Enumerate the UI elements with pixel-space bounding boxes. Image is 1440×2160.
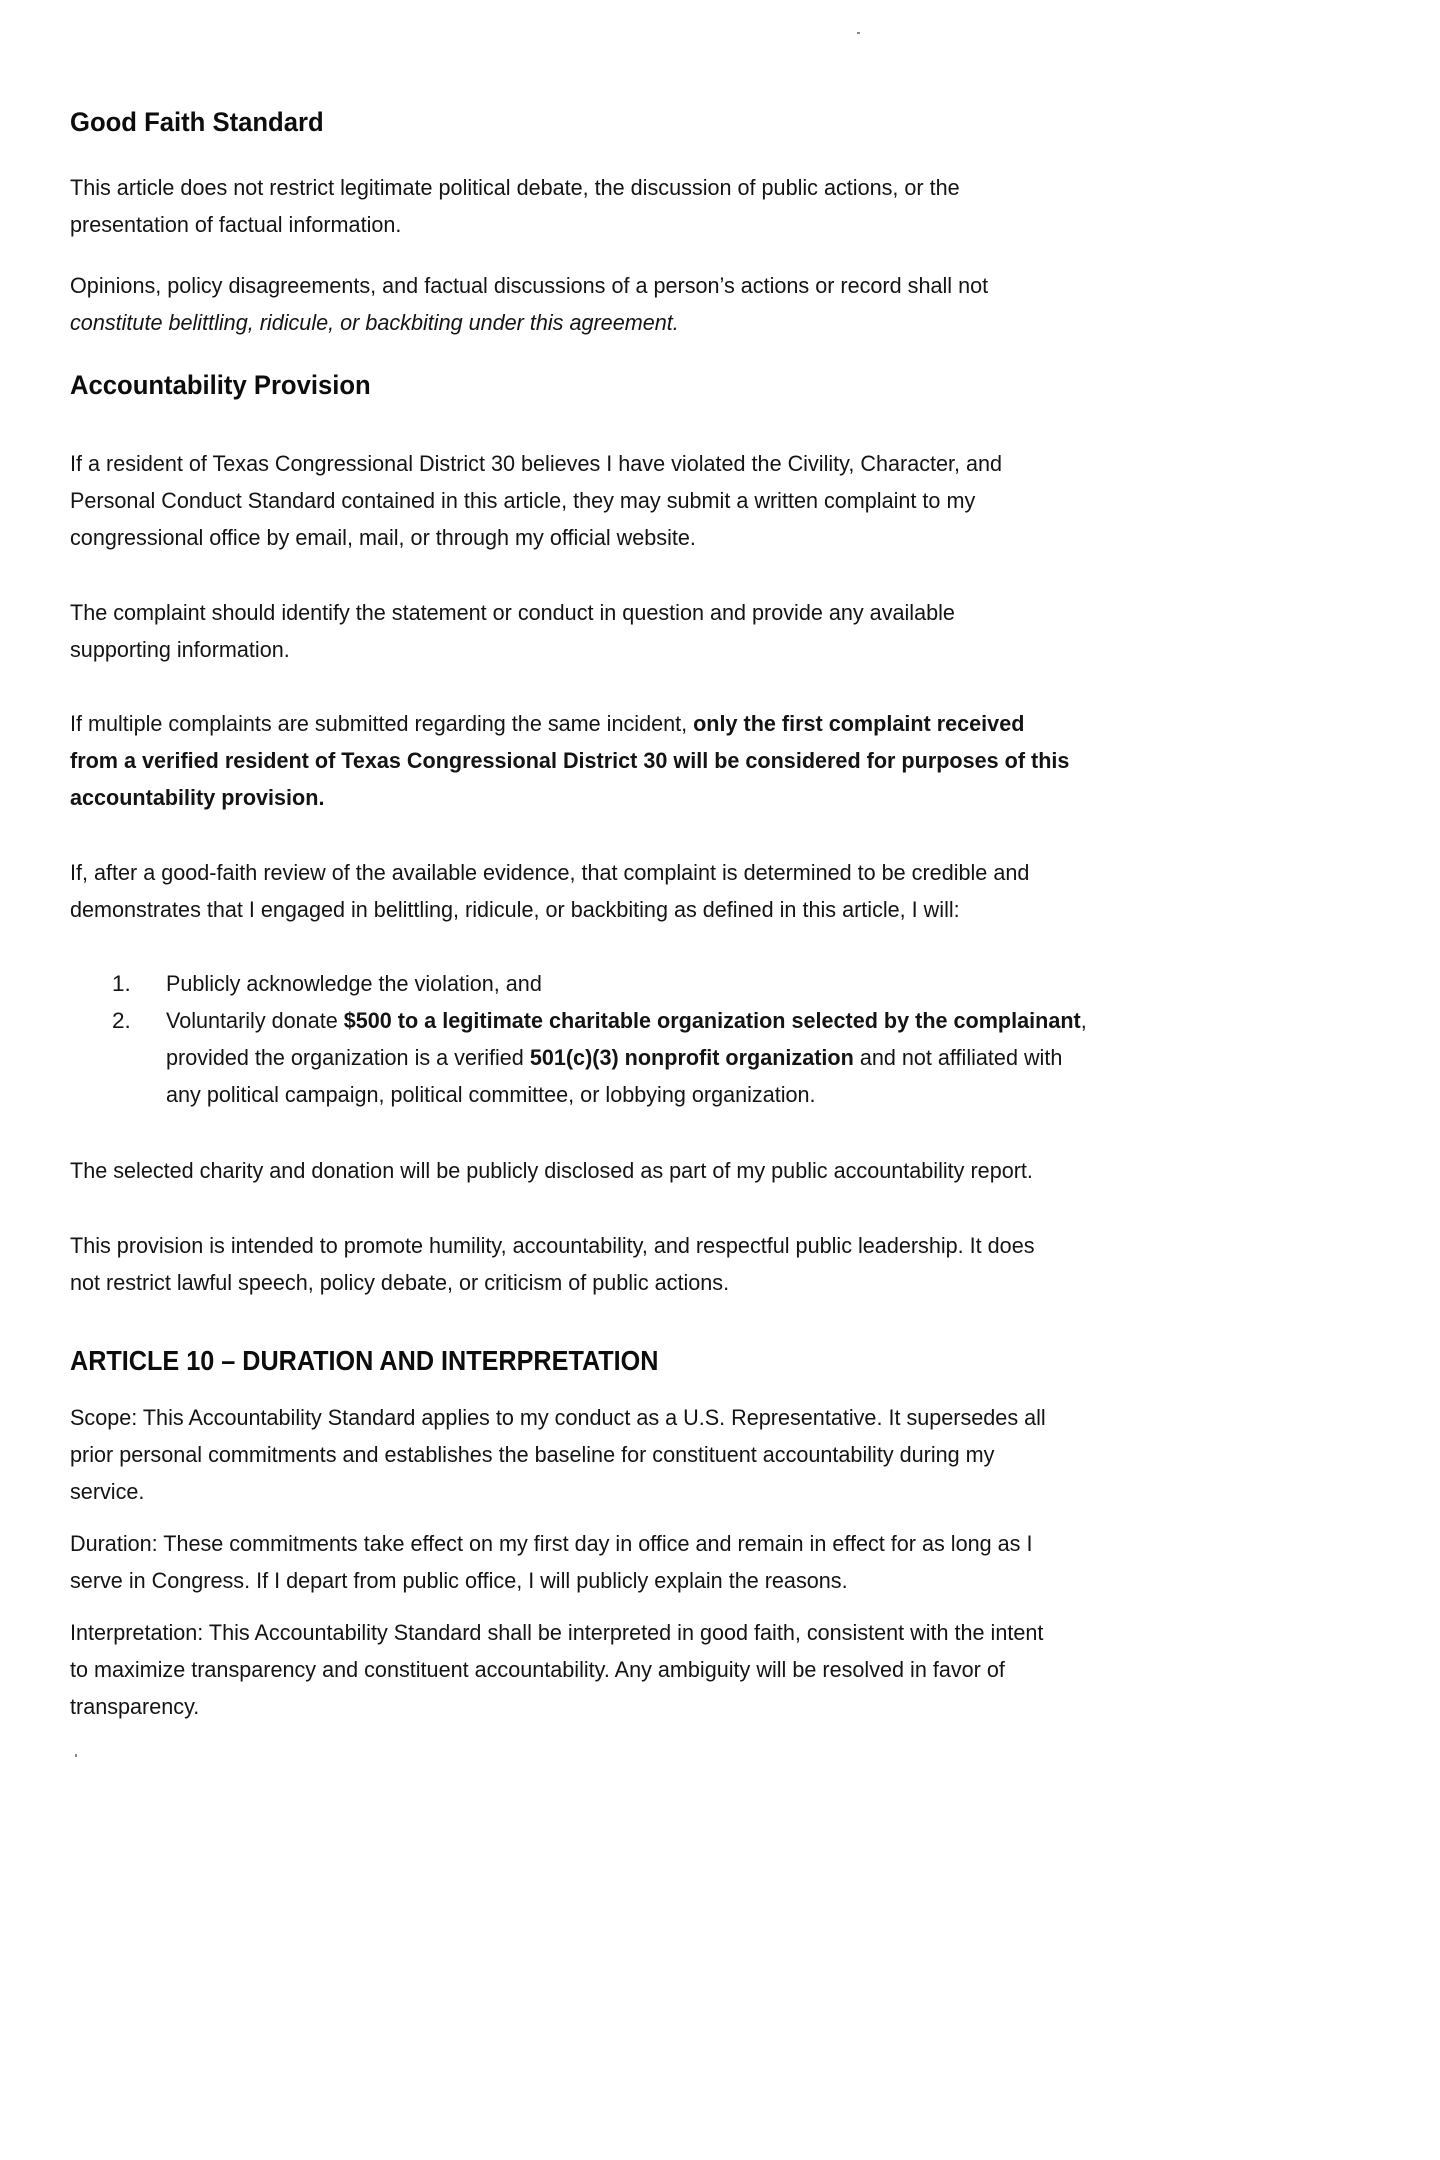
text-line <box>70 1399 1046 1436</box>
heading-accountability-provision: Accountability Provision <box>70 370 371 400</box>
paragraph-interpretation <box>70 1614 1084 1725</box>
bold-text: accountability provision. <box>70 785 325 810</box>
text-segment: , <box>1080 1008 1087 1033</box>
list-item <box>112 1002 1125 1113</box>
paragraph-scope <box>70 1399 1086 1510</box>
text-line <box>166 1076 1087 1113</box>
text-segment: service. <box>70 1479 145 1504</box>
text-segment: any political campaign, political committee, or lobbying organization. <box>166 1082 816 1107</box>
text-segment: Personal Conduct Standard contained in this article, they may submit a written complaint to my <box>70 488 976 513</box>
text-line <box>70 1651 1043 1688</box>
text-line <box>70 1562 1032 1599</box>
text-line <box>70 891 1029 928</box>
text-line <box>70 705 1069 742</box>
text-segment: transparency. <box>70 1694 200 1719</box>
text-line <box>70 854 1029 891</box>
paragraph <box>70 854 1069 928</box>
text-line <box>70 1264 1035 1301</box>
paragraph <box>70 705 1111 816</box>
text-line <box>70 1525 1032 1562</box>
text-segment: Voluntarily donate <box>166 1008 344 1033</box>
text-line <box>70 1152 1033 1189</box>
list-number: 2. <box>112 1008 131 1033</box>
text-segment: Interpretation: This Accountability Standard shall be interpreted in good faith, consistent with the intent <box>70 1620 1044 1645</box>
text-segment: presentation of factual information. <box>70 212 402 237</box>
text-line <box>70 1688 1043 1725</box>
text-segment: demonstrates that I engaged in belittling, ridicule, or backbiting as defined in this article, I will: <box>70 897 960 922</box>
text-segment: Scope: This Accountability Standard applies to my conduct as a U.S. Representative. It supersedes all <box>70 1405 1046 1430</box>
text-line <box>70 1614 1043 1651</box>
text-segment: This article does not restrict legitimate political debate, the discussion of public actions, or the <box>70 175 960 200</box>
text-segment: The complaint should identify the statement or conduct in question and provide any available <box>70 600 955 625</box>
paragraph <box>70 1152 1073 1189</box>
text-line <box>70 519 1002 556</box>
text-segment: prior personal commitments and establishes the baseline for constituent accountability during my <box>70 1442 995 1467</box>
bold-text: $500 to a legitimate charitable organization selected by the complainant <box>343 1008 1081 1033</box>
paragraph <box>70 594 992 668</box>
text-line <box>70 267 988 304</box>
text-line <box>70 1436 1046 1473</box>
text-segment: provided the organization is a verified <box>166 1045 530 1070</box>
text-line <box>166 1002 1087 1039</box>
text-line <box>70 169 960 206</box>
text-segment: congressional office by email, mail, or through my official website. <box>70 525 696 550</box>
bold-text: from a verified resident of Texas Congressional District 30 will be considered for purposes of this <box>70 748 1070 773</box>
text-segment: This provision is intended to promote humility, accountability, and respectful public leadership. It does <box>70 1233 1035 1258</box>
paragraph <box>70 267 1026 341</box>
text-segment: not restrict lawful speech, policy debate, or criticism of public actions. <box>70 1270 730 1295</box>
bold-text: only the first complaint received <box>693 711 1025 736</box>
text-segment: If, after a good-faith review of the available evidence, that complaint is determined to be credible and <box>70 860 1030 885</box>
text-line <box>70 482 1002 519</box>
paragraph <box>70 169 997 243</box>
text-segment: The selected charity and donation will be publicly disclosed as part of my public accountability report. <box>70 1158 1033 1183</box>
text-segment: If multiple complaints are submitted regarding the same incident, <box>70 711 694 736</box>
text-segment: supporting information. <box>70 637 290 662</box>
text-line <box>70 304 988 341</box>
text-segment: and not affiliated with <box>853 1045 1063 1070</box>
paragraph <box>70 445 1041 556</box>
list-number: 1. <box>112 971 131 996</box>
list-item <box>112 965 1125 1002</box>
text-segment: serve in Congress. If I depart from public office, I will publicly explain the reasons. <box>70 1568 848 1593</box>
text-segment: Publicly acknowledge the violation, and <box>166 971 542 996</box>
text-line <box>166 1039 1087 1076</box>
text-line <box>70 1227 1035 1264</box>
text-line <box>70 1473 1046 1510</box>
list-item-text <box>166 965 1125 1002</box>
heading-article-10: ARTICLE 10 – DURATION AND INTERPRETATION <box>70 1345 659 1376</box>
heading-good-faith-standard: Good Faith Standard <box>70 107 324 137</box>
text-segment: to maximize transparency and constituent accountability. Any ambiguity will be resolved in favor of <box>70 1657 1005 1682</box>
bold-text: 501(c)(3) nonprofit organization <box>529 1045 854 1070</box>
text-segment: Duration: These commitments take effect on my first day in office and remain in effect for as long as I <box>70 1531 1033 1556</box>
italic-text: constitute belittling, ridicule, or backbiting under this agreement. <box>70 310 679 335</box>
numbered-list <box>112 965 1125 1113</box>
paragraph-duration <box>70 1525 1073 1599</box>
paragraph <box>70 1227 1075 1301</box>
text-segment: If a resident of Texas Congressional District 30 believes I have violated the Civility, Character, and <box>70 451 1003 476</box>
text-line <box>70 206 960 243</box>
text-line <box>70 742 1069 779</box>
text-line <box>70 779 1069 816</box>
list-item-text <box>166 1002 1125 1113</box>
text-segment: Opinions, policy disagreements, and factual discussions of a person’s actions or record shall not <box>70 273 989 298</box>
text-line <box>70 631 955 668</box>
scan-speck <box>75 1754 77 1757</box>
scan-speck <box>857 32 860 34</box>
text-line <box>70 445 1002 482</box>
text-line <box>70 594 955 631</box>
text-line <box>166 965 1087 1002</box>
